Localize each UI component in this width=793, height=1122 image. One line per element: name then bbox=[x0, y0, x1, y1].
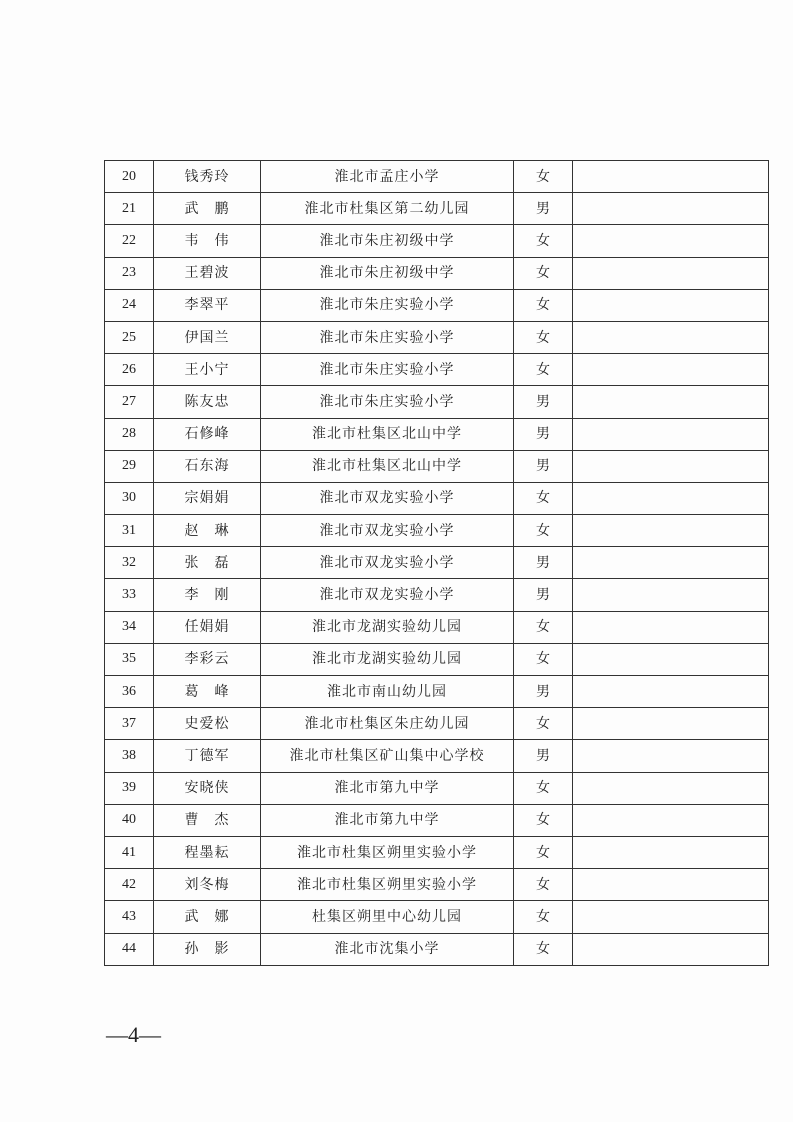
cell-gender: 女 bbox=[514, 708, 573, 740]
table-row bbox=[105, 193, 769, 225]
cell-number: 34 bbox=[105, 611, 154, 643]
cell-number: 37 bbox=[105, 708, 154, 740]
cell-number: 27 bbox=[105, 386, 154, 418]
cell-gender: 女 bbox=[514, 772, 573, 804]
table-row bbox=[105, 418, 769, 450]
cell-number: 25 bbox=[105, 321, 154, 353]
table-row bbox=[105, 579, 769, 611]
cell-number: 26 bbox=[105, 354, 154, 386]
roster-table-body bbox=[105, 161, 769, 966]
table-row bbox=[105, 547, 769, 579]
table-row bbox=[105, 933, 769, 965]
cell-name: 伊国兰 bbox=[154, 321, 261, 353]
cell-note bbox=[573, 482, 769, 514]
cell-name: 李翠平 bbox=[154, 289, 261, 321]
cell-note bbox=[573, 418, 769, 450]
cell-name: 李 刚 bbox=[154, 579, 261, 611]
cell-note bbox=[573, 740, 769, 772]
cell-school: 淮北市朱庄实验小学 bbox=[261, 321, 514, 353]
cell-school: 淮北市朱庄实验小学 bbox=[261, 354, 514, 386]
cell-gender: 女 bbox=[514, 161, 573, 193]
cell-number: 43 bbox=[105, 901, 154, 933]
cell-number: 40 bbox=[105, 804, 154, 836]
cell-gender: 女 bbox=[514, 482, 573, 514]
cell-name: 程墨耘 bbox=[154, 836, 261, 868]
cell-note bbox=[573, 515, 769, 547]
cell-school: 淮北市杜集区朱庄幼儿园 bbox=[261, 708, 514, 740]
cell-name: 宗娟娟 bbox=[154, 482, 261, 514]
cell-number: 24 bbox=[105, 289, 154, 321]
cell-number: 31 bbox=[105, 515, 154, 547]
table-row bbox=[105, 450, 769, 482]
cell-gender: 女 bbox=[514, 289, 573, 321]
cell-note bbox=[573, 708, 769, 740]
cell-gender: 女 bbox=[514, 515, 573, 547]
cell-number: 36 bbox=[105, 676, 154, 708]
cell-number: 29 bbox=[105, 450, 154, 482]
table-row bbox=[105, 515, 769, 547]
cell-school: 淮北市双龙实验小学 bbox=[261, 515, 514, 547]
cell-school: 淮北市龙湖实验幼儿园 bbox=[261, 643, 514, 675]
cell-number: 28 bbox=[105, 418, 154, 450]
cell-note bbox=[573, 161, 769, 193]
cell-gender: 男 bbox=[514, 740, 573, 772]
cell-school: 淮北市杜集区第二幼儿园 bbox=[261, 193, 514, 225]
cell-gender: 女 bbox=[514, 836, 573, 868]
cell-name: 韦 伟 bbox=[154, 225, 261, 257]
table-row bbox=[105, 869, 769, 901]
table-row bbox=[105, 643, 769, 675]
cell-note bbox=[573, 804, 769, 836]
cell-note bbox=[573, 611, 769, 643]
cell-school: 淮北市双龙实验小学 bbox=[261, 547, 514, 579]
cell-name: 王碧波 bbox=[154, 257, 261, 289]
cell-name: 刘冬梅 bbox=[154, 869, 261, 901]
cell-number: 38 bbox=[105, 740, 154, 772]
cell-school: 淮北市沈集小学 bbox=[261, 933, 514, 965]
cell-gender: 男 bbox=[514, 579, 573, 611]
cell-number: 44 bbox=[105, 933, 154, 965]
cell-number: 22 bbox=[105, 225, 154, 257]
cell-school: 淮北市南山幼儿园 bbox=[261, 676, 514, 708]
cell-note bbox=[573, 933, 769, 965]
cell-school: 淮北市朱庄初级中学 bbox=[261, 257, 514, 289]
cell-name: 王小宁 bbox=[154, 354, 261, 386]
cell-gender: 女 bbox=[514, 933, 573, 965]
cell-gender: 女 bbox=[514, 804, 573, 836]
table-row bbox=[105, 772, 769, 804]
cell-name: 曹 杰 bbox=[154, 804, 261, 836]
cell-gender: 女 bbox=[514, 257, 573, 289]
table-row bbox=[105, 354, 769, 386]
cell-note bbox=[573, 836, 769, 868]
cell-gender: 女 bbox=[514, 869, 573, 901]
cell-name: 石东海 bbox=[154, 450, 261, 482]
cell-number: 23 bbox=[105, 257, 154, 289]
table-row bbox=[105, 740, 769, 772]
cell-name: 石修峰 bbox=[154, 418, 261, 450]
cell-gender: 男 bbox=[514, 386, 573, 418]
cell-gender: 女 bbox=[514, 354, 573, 386]
cell-gender: 女 bbox=[514, 225, 573, 257]
cell-school: 淮北市龙湖实验幼儿园 bbox=[261, 611, 514, 643]
cell-name: 钱秀玲 bbox=[154, 161, 261, 193]
cell-number: 42 bbox=[105, 869, 154, 901]
cell-note bbox=[573, 450, 769, 482]
cell-gender: 男 bbox=[514, 418, 573, 450]
cell-gender: 男 bbox=[514, 450, 573, 482]
table-row bbox=[105, 611, 769, 643]
table-row bbox=[105, 676, 769, 708]
cell-number: 33 bbox=[105, 579, 154, 611]
table-row bbox=[105, 225, 769, 257]
cell-gender: 女 bbox=[514, 901, 573, 933]
cell-school: 淮北市杜集区北山中学 bbox=[261, 450, 514, 482]
cell-gender: 女 bbox=[514, 321, 573, 353]
cell-note bbox=[573, 579, 769, 611]
cell-note bbox=[573, 354, 769, 386]
cell-number: 30 bbox=[105, 482, 154, 514]
cell-note bbox=[573, 547, 769, 579]
table-row bbox=[105, 901, 769, 933]
cell-number: 32 bbox=[105, 547, 154, 579]
cell-school: 淮北市第九中学 bbox=[261, 804, 514, 836]
cell-number: 21 bbox=[105, 193, 154, 225]
table-row bbox=[105, 289, 769, 321]
cell-number: 39 bbox=[105, 772, 154, 804]
cell-number: 20 bbox=[105, 161, 154, 193]
cell-school: 淮北市朱庄初级中学 bbox=[261, 225, 514, 257]
table-row bbox=[105, 836, 769, 868]
cell-name: 武 鹏 bbox=[154, 193, 261, 225]
cell-gender: 男 bbox=[514, 193, 573, 225]
cell-gender: 女 bbox=[514, 611, 573, 643]
table-row bbox=[105, 386, 769, 418]
table-row bbox=[105, 482, 769, 514]
cell-school: 淮北市孟庄小学 bbox=[261, 161, 514, 193]
roster-table bbox=[104, 160, 769, 966]
cell-note bbox=[573, 289, 769, 321]
cell-name: 孙 影 bbox=[154, 933, 261, 965]
cell-name: 武 娜 bbox=[154, 901, 261, 933]
cell-name: 李彩云 bbox=[154, 643, 261, 675]
cell-school: 淮北市杜集区北山中学 bbox=[261, 418, 514, 450]
page-number: —4— bbox=[106, 1022, 161, 1047]
cell-school: 淮北市双龙实验小学 bbox=[261, 482, 514, 514]
table-row bbox=[105, 161, 769, 193]
cell-number: 35 bbox=[105, 643, 154, 675]
cell-gender: 女 bbox=[514, 643, 573, 675]
cell-name: 赵 琳 bbox=[154, 515, 261, 547]
cell-note bbox=[573, 386, 769, 418]
cell-note bbox=[573, 643, 769, 675]
cell-school: 淮北市杜集区朔里实验小学 bbox=[261, 869, 514, 901]
cell-school: 淮北市第九中学 bbox=[261, 772, 514, 804]
cell-school: 淮北市双龙实验小学 bbox=[261, 579, 514, 611]
cell-note bbox=[573, 225, 769, 257]
table-row bbox=[105, 708, 769, 740]
cell-school: 淮北市杜集区矿山集中心学校 bbox=[261, 740, 514, 772]
cell-school: 淮北市杜集区朔里实验小学 bbox=[261, 836, 514, 868]
cell-name: 安晓侠 bbox=[154, 772, 261, 804]
table-row bbox=[105, 804, 769, 836]
cell-note bbox=[573, 676, 769, 708]
cell-note bbox=[573, 321, 769, 353]
cell-name: 葛 峰 bbox=[154, 676, 261, 708]
cell-gender: 男 bbox=[514, 547, 573, 579]
table-row bbox=[105, 321, 769, 353]
cell-name: 史爱松 bbox=[154, 708, 261, 740]
cell-note bbox=[573, 257, 769, 289]
table-row bbox=[105, 257, 769, 289]
cell-school: 淮北市朱庄实验小学 bbox=[261, 289, 514, 321]
cell-note bbox=[573, 869, 769, 901]
cell-name: 丁德军 bbox=[154, 740, 261, 772]
cell-note bbox=[573, 772, 769, 804]
cell-name: 任娟娟 bbox=[154, 611, 261, 643]
cell-note bbox=[573, 901, 769, 933]
cell-number: 41 bbox=[105, 836, 154, 868]
cell-note bbox=[573, 193, 769, 225]
cell-school: 杜集区朔里中心幼儿园 bbox=[261, 901, 514, 933]
cell-gender: 男 bbox=[514, 676, 573, 708]
cell-school: 淮北市朱庄实验小学 bbox=[261, 386, 514, 418]
cell-name: 陈友忠 bbox=[154, 386, 261, 418]
cell-name: 张 磊 bbox=[154, 547, 261, 579]
